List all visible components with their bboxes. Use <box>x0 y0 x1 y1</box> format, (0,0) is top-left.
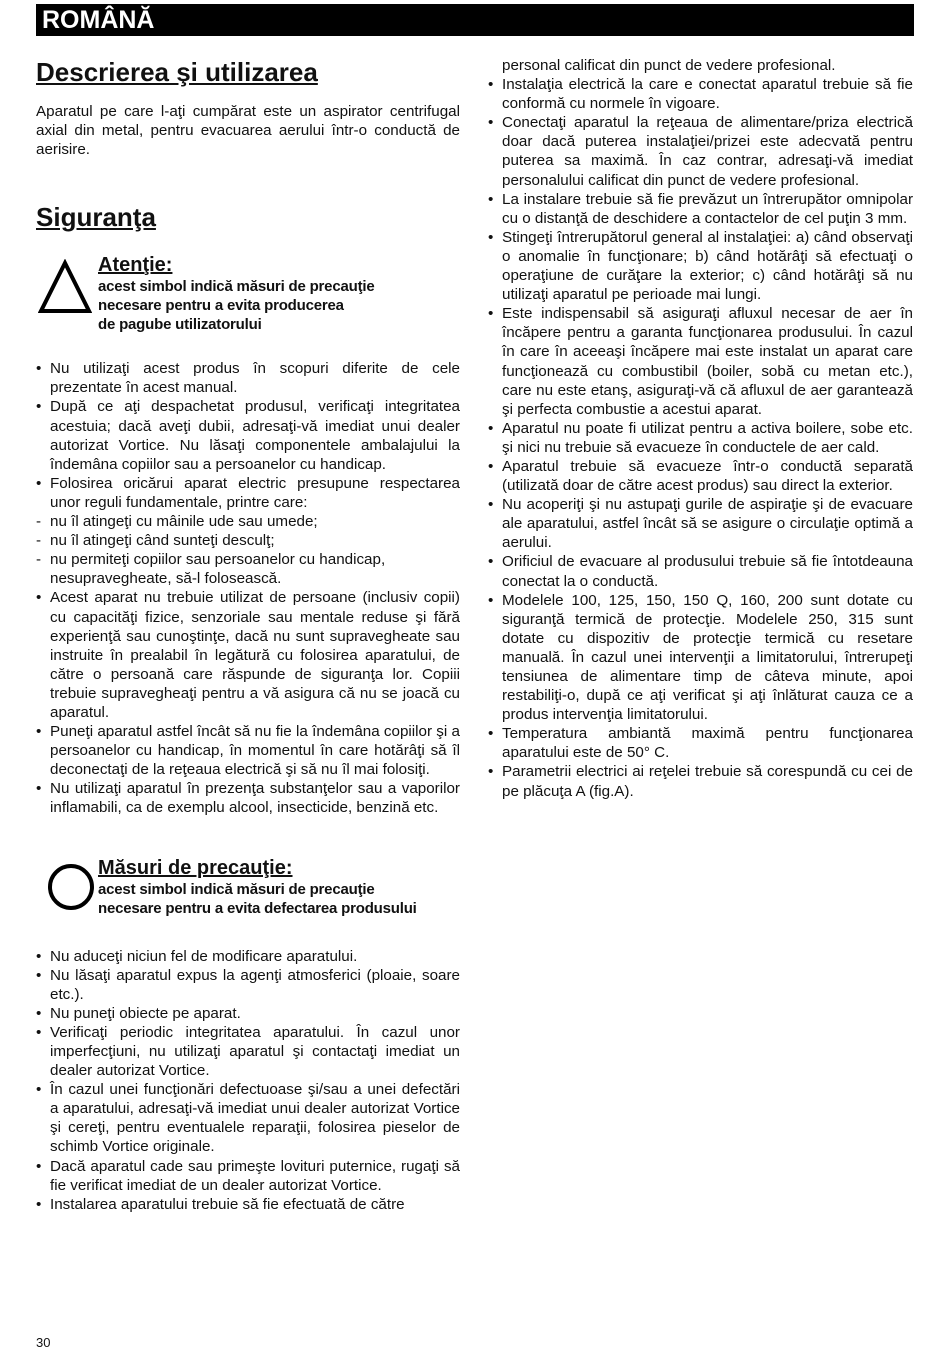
section-title-description: Descrierea şi utilizarea <box>36 57 318 87</box>
continuation-text: personal calificat din punct de vedere profesional. <box>502 57 836 74</box>
list-item: • Puneţi aparatul astfel încât să nu fie la îndemâna copiilor şi a persoanelor cu handicap, în momentul în care hotărâţi să îl deconectaţi de la reţeaua electrică şi să nu îl mai folosiţi. <box>36 722 460 779</box>
list-item: • Verificaţi periodic integritatea aparatului. În cazul unor imperfecţiuni, nu utilizaţi aparatul şi contactaţi imediat un dealer autorizat Vortice. <box>36 1023 460 1080</box>
list-item: • Acest aparat nu trebuie utilizat de persoane (inclusiv copii) cu capacităţi fizice, senzoriale sau mentale reduse şi fără experienţă sau cunoştinţe, dacă nu sunt supravegheate sau instruite în prealabil în legătură cu folosirea aparatului, de către o persoană care răspunde de siguranţa lor. Copiii trebuie supravegheaţi pentru a vă asigura că nu se joacă cu aparatul. <box>36 588 460 722</box>
list-item: • După ce aţi despachetat produsul, verificaţi integritatea acestuia; dacă aveţi dubii, adresaţi-vă imediat unui dealer autorizat Vortice. Nu lăsaţi componentele ambalajului la îndemâna copiilor sau a persoanelor cu handicap. <box>36 397 460 473</box>
attention-heading: Atenţie: <box>98 254 173 277</box>
precaution-notice <box>36 856 460 944</box>
list-item: • Stingeţi întrerupătorul general al instalaţiei: a) când observaţi o anomalie în funcţionare; b) când hotărâţi să efectuaţi o operaţiune de curăţare la exterior; c) când hotărâţi să nu utilizaţi aparatul pe perioade mai lungi. <box>488 228 913 304</box>
attention-line-2: necesare pentru a evita producerea <box>98 297 344 315</box>
list-item: • Instalarea aparatului trebuie să fie efectuată de către <box>36 1195 460 1214</box>
list-item: • Temperatura ambiantă maximă pentru funcţionarea aparatului este de 50° C. <box>488 724 913 762</box>
list-item: • Nu lăsaţi aparatul expus la agenţi atmosferici (ploaie, soare etc.). <box>36 966 460 1004</box>
list-item: • Parametrii electrici ai reţelei trebuie să corespundă cu cei de pe plăcuţa A (fig.A). <box>488 762 913 800</box>
list-item: • La instalare trebuie să fie prevăzut un întrerupător omnipolar cu o distanţă de deschidere a contactelor de cel puţin 3 mm. <box>488 190 913 228</box>
list-item: • Aparatul trebuie să evacueze într-o conductă separată (utilizată doar de către acest produs) sau direct la exterior. <box>488 457 913 495</box>
safety-list-2 <box>36 588 460 817</box>
attention-notice <box>36 253 460 339</box>
intro-paragraph: Aparatul pe care l-aţi cumpărat este un aspirator centrifugal axial din metal, pentru evacuarea aerului într-o conductă de aerisire. <box>36 103 460 159</box>
list-item: • Dacă aparatul cade sau primeşte lovituri puternice, rugaţi să fie verificat imediat de un dealer autorizat Vortice. <box>36 1157 460 1195</box>
safety-list-1 <box>36 359 460 512</box>
list-item: • Este indispensabil să asiguraţi afluxul necesar de aer în încăpere pentru a garanta funcţionarea produsului. În cazul în care în aceeaşi încăpere mai este instalat un aparat care funcţionează cu combustibil (boiler, sobă cu metan etc.), care nu este etanş, asiguraţi-vă că afluxul de aer garantează şi perfecta combustie a acestui aparat. <box>488 304 913 419</box>
list-item: • Orificiul de evacuare al produsului trebuie să fie întotdeauna conectat la o conductă. <box>488 552 913 590</box>
attention-line-3: de pagube utilizatorului <box>98 316 262 334</box>
precaution-line-2: necesare pentru a evita defectarea produsului <box>98 899 417 917</box>
list-item: • Conectaţi aparatul la reţeaua de alimentare/priza electrică doar dacă puterea instalaţiei/prizei este adecvată pentru puterea sa maximă. În caz contrar, adresaţi-vă imediat personalului calificat din punct de vedere profesional. <box>488 113 913 189</box>
list-item: • Nu puneţi obiecte pe aparat. <box>36 1004 460 1023</box>
circle-icon <box>46 862 100 916</box>
list-item: • Modelele 100, 125, 150, 150 Q, 160, 200 sunt dotate cu siguranţă termică de protecţie. Modelele 250, 315 sunt dotate cu dispozitiv de protecţie termică cu resetare manuală. În cazul unei intervenţii a limitatorului, întrerupeţi tensiunea de alimentare timp de câteva minute, apoi restabiliţi-o, după ce aţi verificat şi aţi înlăturat cauza ce a produs intervenţia limitatorului. <box>488 591 913 725</box>
installation-list <box>488 75 913 801</box>
dash-item: - nu îl atingeţi când sunteţi desculţ; <box>36 531 460 550</box>
list-item: • Nu utilizaţi acest produs în scopuri diferite de cele prezentate în acest manual. <box>36 359 460 397</box>
attention-line-1: acest simbol indică măsuri de precauţie <box>98 278 375 296</box>
rules-dash-list <box>36 512 460 588</box>
language-banner: ROMÂNĂ <box>36 4 914 36</box>
precaution-heading: Măsuri de precauţie: <box>98 856 293 879</box>
section-title-safety: Siguranţa <box>36 202 156 233</box>
list-item: • În cazul unei funcţionări defectuoase şi/sau a unei defectări a aparatului, adresaţi-vă imediat unui dealer autorizat Vortice şi cereţi, pentru eventualele reparaţii, folosirea pieselor de schimb Vortice originale. <box>36 1080 460 1156</box>
list-item: • Nu aduceţi niciun fel de modificare aparatului. <box>36 947 460 966</box>
dash-item: - nu permiteţi copiilor sau persoanelor cu handicap, nesupravegheate, să-l folosească. <box>36 550 460 588</box>
list-item: • Instalaţia electrică la care e conectat aparatul trebuie să fie conformă cu normele în vigoare. <box>488 75 913 113</box>
list-item: • Nu acoperiţi şi nu astupaţi gurile de aspiraţie şi de evacuare ale aparatului, astfel încât să se asigure o circulaţie optimă a aerului. <box>488 495 913 552</box>
list-item: • Aparatul nu poate fi utilizat pentru a activa boilere, sobe etc. şi nici nu trebuie să evacueze în conductele de aer cald. <box>488 419 913 457</box>
dash-item: - nu îl atingeţi cu mâinile ude sau umede; <box>36 512 460 531</box>
right-column <box>488 56 913 801</box>
left-column <box>36 56 460 1214</box>
list-item: • Nu utilizaţi aparatul în prezenţa substanţelor sau a vaporilor inflamabili, ca de exemplu alcool, insecticide, benzină etc. <box>36 779 460 817</box>
page-number: 30 <box>36 1335 51 1350</box>
list-item: • Folosirea oricărui aparat electric presupune respectarea unor reguli fundamentale, printre care: <box>36 474 460 512</box>
precaution-line-1: acest simbol indică măsuri de precauţie <box>98 880 375 898</box>
warning-triangle-icon <box>38 259 92 315</box>
precaution-list <box>36 947 460 1214</box>
